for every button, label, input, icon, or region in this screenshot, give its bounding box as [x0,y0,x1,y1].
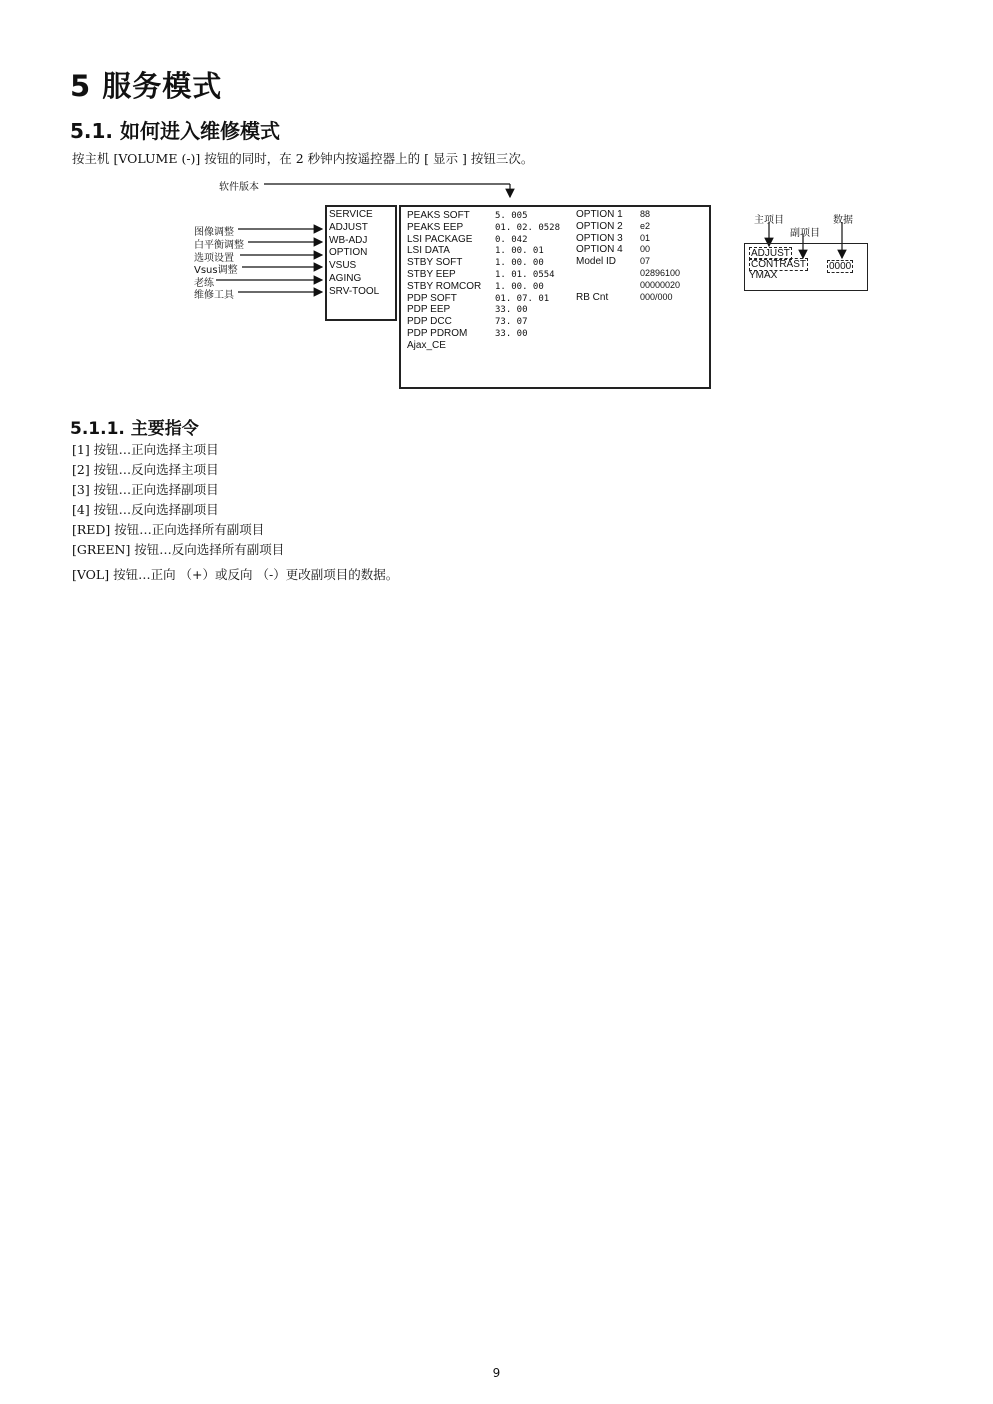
osd-next-item: YMAX [749,270,778,281]
command-item: [VOL] 按钮…正向 （+）或反向 （-）更改副项目的数据。 [72,567,399,582]
info-name: STBY EEP [407,268,456,280]
option-name: RB Cnt [576,291,609,303]
option-value: 000/000 [640,291,673,302]
option-value: 07 [640,256,651,267]
subsection-title: 5.1.1. 主要指令 [70,419,199,439]
option-value: 00 [640,244,651,255]
info-name: STBY ROMCOR [407,280,482,292]
option-name [576,268,623,280]
option-name: Model ID [576,256,617,268]
option-name: OPTION 2 [576,220,623,232]
menu-item-service: SERVICE [329,209,373,220]
section-title: 5.1. 如何进入维修模式 [70,119,280,143]
sub-item-label: 副项目 [790,228,820,239]
option-value: e2 [640,220,651,231]
info-names-column [407,210,481,352]
command-item: [4] 按钮…反向选择副项目 [72,502,219,517]
info-values-column [495,211,560,341]
command-item: [3] 按钮…正向选择副项目 [72,482,219,497]
data-label: 数据 [833,215,853,226]
command-item: [2] 按钮…反向选择主项目 [72,462,219,477]
menu-item-adjust: ADJUST [329,221,368,233]
left-label-option: 选项设置 [194,253,234,264]
command-item: [GREEN] 按钮…反向选择所有副项目 [72,542,285,557]
info-value: 01. 07. 01 [495,293,550,304]
option-value: 01 [640,232,651,243]
left-label-wb-adjust: 白平衡调整 [194,240,244,251]
menu-item-aging: AGING [329,272,362,284]
option-name [576,280,623,292]
info-name: STBY SOFT [407,257,463,269]
option-name: OPTION 3 [576,232,623,244]
info-name: Ajax_CE [407,339,446,351]
info-name: PDP DCC [407,316,452,328]
info-name: PEAKS SOFT [407,210,470,221]
command-item: [1] 按钮…正向选择主项目 [72,442,219,457]
info-name: LSI PACKAGE [407,233,473,245]
info-value: 1. 01. 0554 [495,269,555,280]
menu-item-srv-tool: SRV-TOOL [329,285,380,297]
option-value: 00000020 [640,279,681,290]
menu-item-wb-adj: WB-ADJ [329,234,368,246]
command-item: [RED] 按钮…正向选择所有副项目 [72,522,265,537]
info-name: LSI DATA [407,245,450,257]
page-number: 9 [492,1366,501,1380]
option-values-column [640,209,680,303]
option-name: OPTION 1 [576,209,623,220]
option-name: OPTION 4 [576,244,623,256]
option-names-column [576,209,623,303]
main-item-label: 主项目 [754,215,784,226]
info-name: PDP SOFT [407,292,457,304]
software-version-label: 软件版本 [219,182,259,193]
info-value: 1. 00. 01 [495,246,544,257]
intro-paragraph: 按主机 [VOLUME (-)] 按钮的同时，在 2 秒钟内按遥控器上的 [ 显示 ] 按钮三次。 [72,151,534,166]
osd-sub-item: CONTRAST [751,259,806,270]
osd-data-wrapper [827,261,853,273]
info-value: 01. 02. 0528 [495,222,561,233]
info-name: PDP EEP [407,304,451,316]
left-label-aging: 老练 [194,278,214,289]
chapter-title: 5 服务模式 [70,69,223,103]
option-value: 88 [640,209,651,219]
left-label-picture-adjust: 图像调整 [194,227,234,238]
info-value: 33. 00 [495,305,528,316]
service-menu-list [329,209,379,299]
info-value: 33. 00 [495,328,528,339]
info-value: 5. 005 [495,211,528,221]
info-value: 0. 042 [495,234,528,245]
osd-lines [749,248,808,281]
left-label-vsus: Vsus调整 [194,265,238,276]
info-value: 1. 00. 00 [495,258,544,269]
left-label-srv-tool: 维修工具 [194,290,234,301]
menu-item-vsus: VSUS [329,260,357,272]
option-value: 02896100 [640,267,681,278]
info-name: PDP PDROM [407,327,468,339]
info-value: 73. 07 [495,317,528,328]
info-name: PEAKS EEP [407,221,464,233]
info-value: 1. 00. 00 [495,281,544,292]
menu-item-option: OPTION [329,247,368,259]
osd-data-value: 0000 [829,261,852,272]
osd-main-item: ADJUST [751,248,790,259]
